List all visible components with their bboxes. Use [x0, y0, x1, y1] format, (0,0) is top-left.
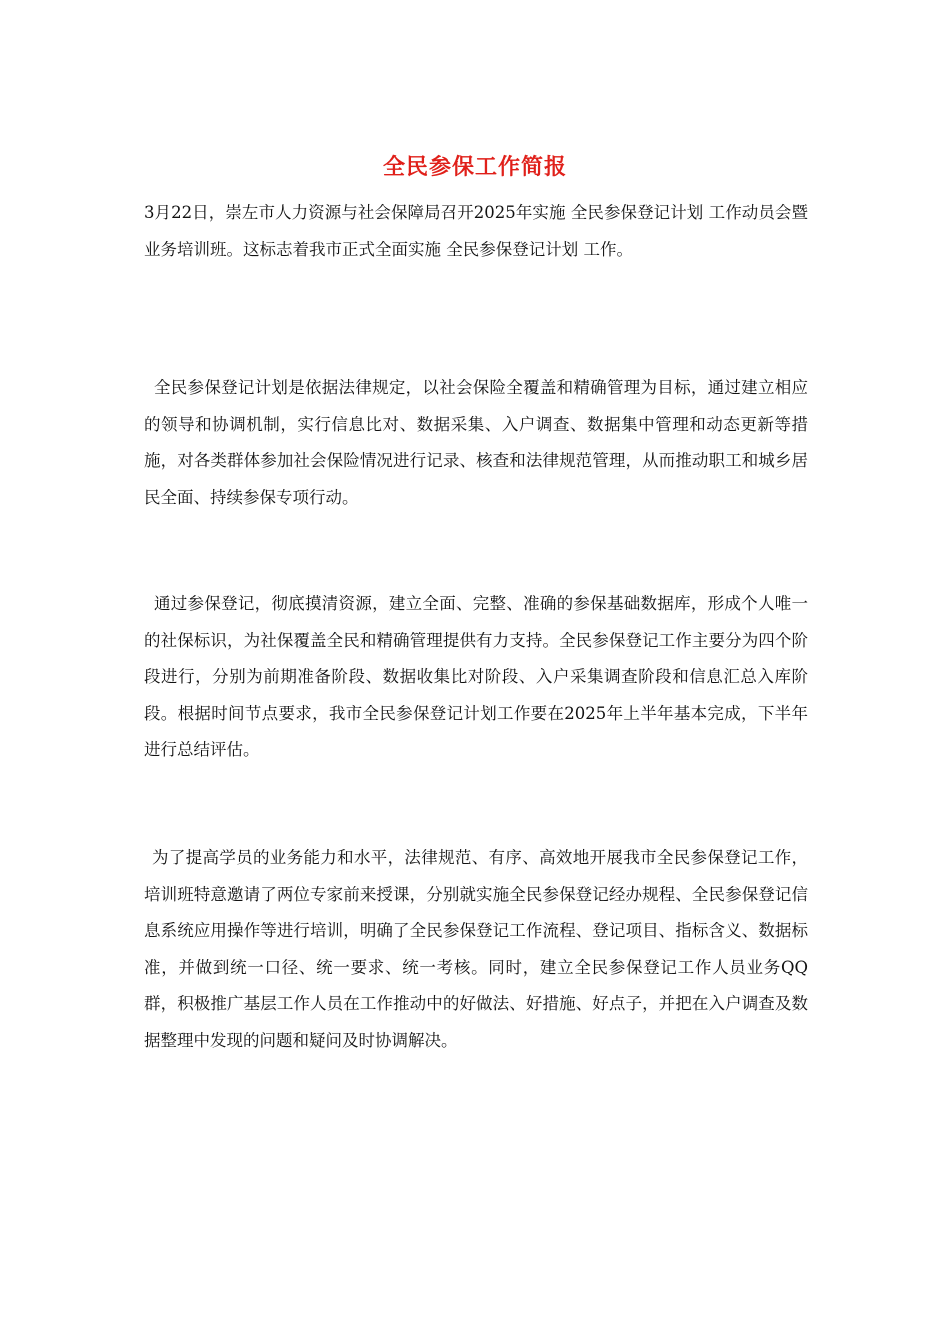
paragraph-stages: 通过参保登记，彻底摸清资源，建立全面、完整、准确的参保基础数据库，形成个人唯一的社保标识，为社保覆盖全民和精确管理提供有力支持。全民参保登记工作主要分为四个阶段进行，分别为前期准备阶段、数据收集比对阶段、入户采集调查阶段和信息汇总入库阶段。根据时间节点要求，我市全民参保登记计划工作要在2025年上半年基本完成，下半年进行总结评估。: [144, 594, 808, 759]
paragraph-intro: 3月22日，崇左市人力资源与社会保障局召开2025年实施 全民参保登记计划 工作动员会暨业务培训班。这标志着我市正式全面实施 全民参保登记计划 工作。: [144, 203, 808, 259]
document-title: 全民参保工作简报: [382, 154, 567, 180]
paragraph-definition: 全民参保登记计划是依据法律规定，以社会保险全覆盖和精确管理为目标，通过建立相应的领导和协调机制，实行信息比对、数据采集、入户调查、数据集中管理和动态更新等措施，对各类群体参加社会保险情况进行记录、核查和法律规范管理，从而推动职工和城乡居民全面、持续参保专项行动。: [144, 378, 808, 507]
paragraph-training: 为了提高学员的业务能力和水平，法律规范、有序、高效地开展我市全民参保登记工作，培训班特意邀请了两位专家前来授课，分别就实施全民参保登记经办规程、全民参保登记信息系统应用操作等进行培训，明确了全民参保登记工作流程、登记项目、指标含义、数据标准，并做到统一口径、统一要求、统一考核。同时，建立全民参保登记工作人员业务QQ群，积极推广基层工作人员在工作推动中的好做法、好措施、好点子，并把在入户调查及数据整理中发现的问题和疑问及时协调解决。: [144, 848, 808, 1050]
